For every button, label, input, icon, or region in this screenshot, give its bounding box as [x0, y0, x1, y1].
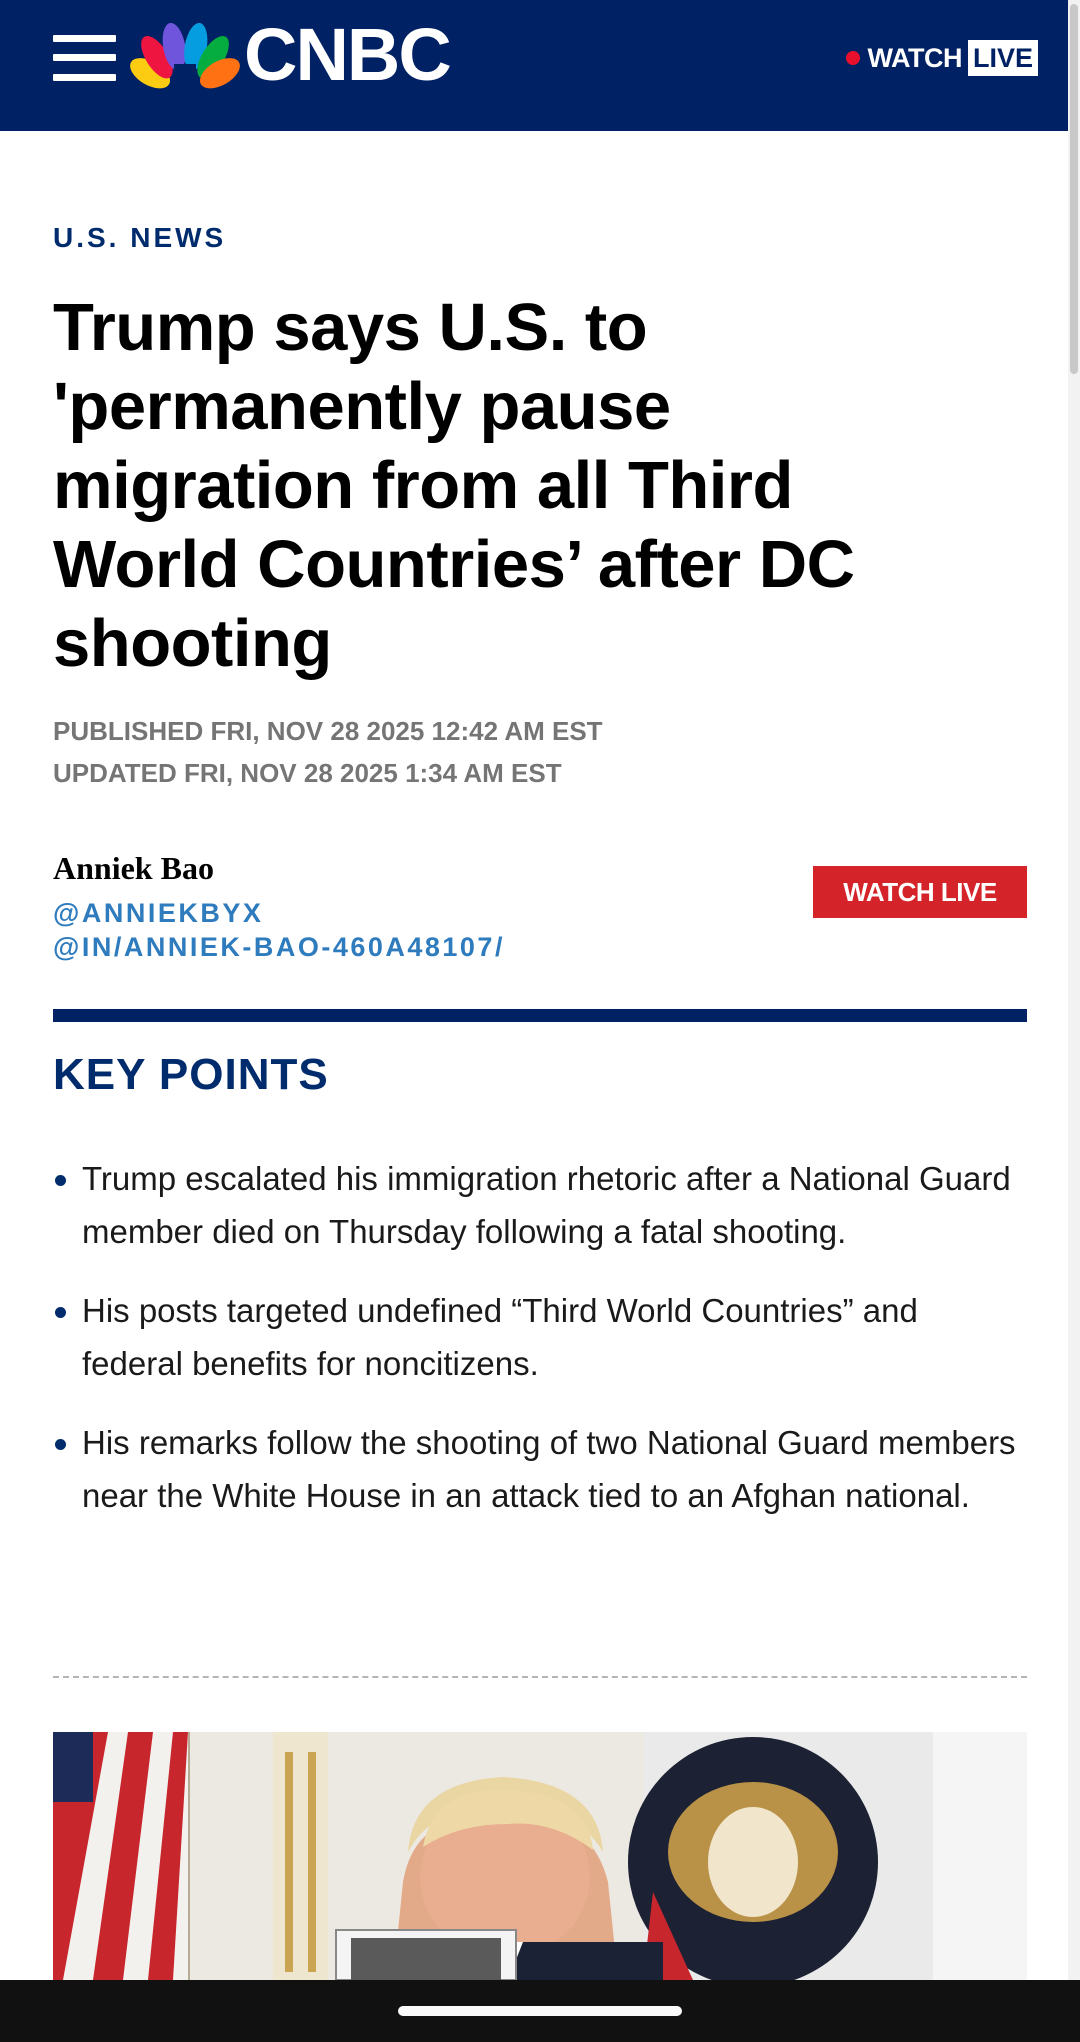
article-hero-image[interactable] — [53, 1732, 1027, 1980]
watch-live-header-link[interactable] — [846, 40, 1039, 76]
home-indicator[interactable] — [398, 2006, 682, 2016]
watch-label: WATCH — [867, 42, 962, 73]
hamburger-menu-icon[interactable] — [53, 35, 116, 81]
article-headline: Trump says U.S. to 'permanently pause migration from all Third World Countries’ after DC shooting — [53, 290, 855, 681]
author-twitter-link[interactable]: @ANNIEKBYX — [53, 898, 264, 928]
key-points-title: KEY POINTS — [53, 1050, 329, 1099]
list-item — [53, 1152, 1027, 1258]
bullet-icon — [55, 1307, 66, 1318]
key-point-text: His remarks follow the shooting of two National Guard members near the White House in an attack tied to an Afghan national. — [82, 1424, 1016, 1514]
scrollbar-thumb[interactable] — [1070, 4, 1078, 374]
brand-name: CNBC — [244, 13, 450, 96]
author-linkedin-link[interactable]: @IN/ANNIEK-BAO-460A48107/ — [53, 932, 505, 962]
bullet-icon — [55, 1439, 66, 1450]
key-points-divider — [53, 1009, 1027, 1022]
live-badge: LIVE — [968, 40, 1038, 76]
article-timestamps — [53, 710, 603, 794]
watch-live-button[interactable]: WATCH LIVE — [813, 866, 1027, 918]
hero-photo-illustration — [53, 1732, 1027, 1980]
published-time: PUBLISHED FRI, NOV 28 2025 12:42 AM EST — [53, 716, 603, 746]
nbc-peacock-icon — [130, 20, 240, 90]
key-point-text: Trump escalated his immigration rhetoric after a National Guard member died on Thursday following a fatal shooting. — [82, 1160, 1011, 1250]
site-header — [0, 0, 1068, 131]
scrollbar[interactable] — [1068, 0, 1080, 2042]
author-name[interactable]: Anniek Bao — [53, 850, 214, 886]
live-dot-icon — [846, 51, 860, 65]
updated-time: UPDATED FRI, NOV 28 2025 1:34 AM EST — [53, 758, 562, 788]
bullet-icon — [55, 1175, 66, 1186]
list-item — [53, 1416, 1027, 1522]
section-separator — [53, 1676, 1027, 1678]
key-point-text: His posts targeted undefined “Third World Countries” and federal benefits for noncitizens. — [82, 1292, 918, 1382]
section-link[interactable]: U.S. NEWS — [53, 222, 227, 253]
cnbc-logo[interactable] — [130, 13, 450, 96]
key-points-list — [53, 1152, 1027, 1548]
list-item — [53, 1284, 1027, 1390]
